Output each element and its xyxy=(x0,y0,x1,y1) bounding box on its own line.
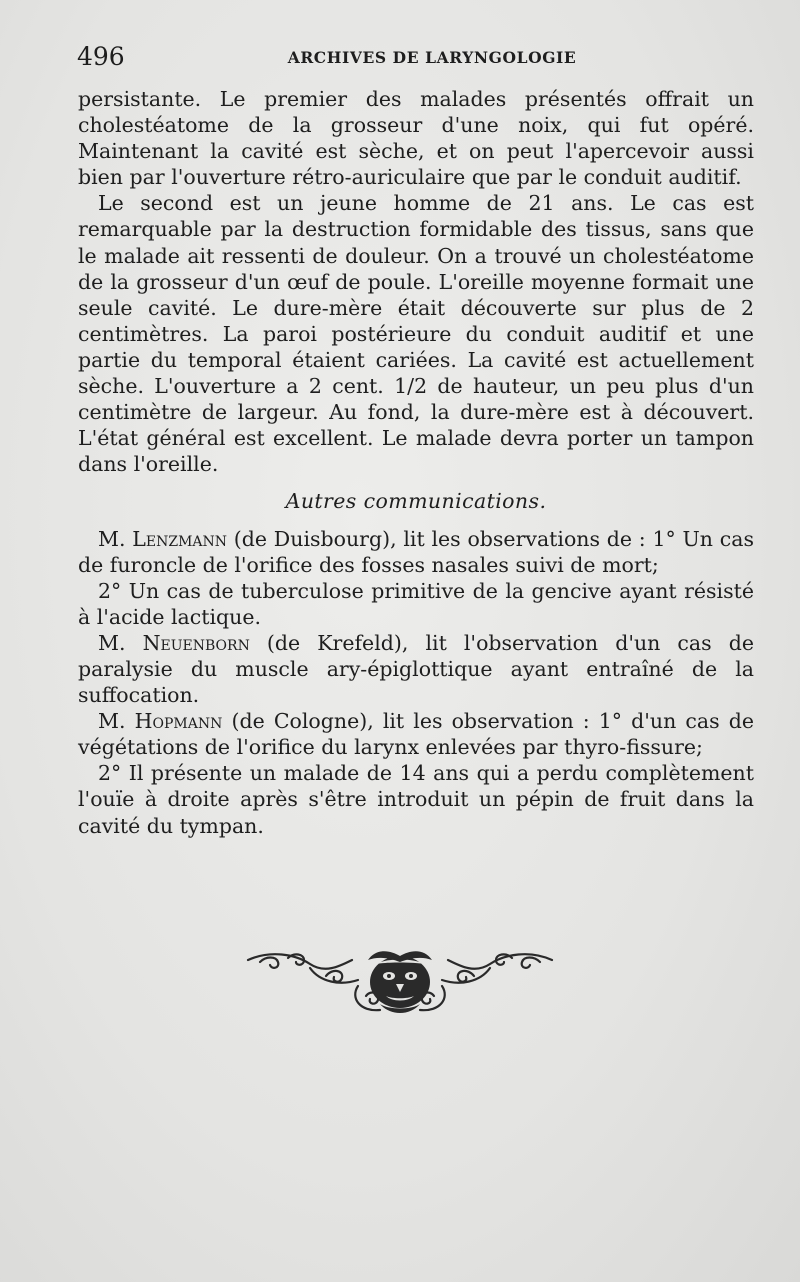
scroll-ornament-icon xyxy=(240,946,560,1020)
body-text xyxy=(78,86,754,839)
paragraph-second-case: Le second est un jeune homme de 21 ans. Le cas est remarquable par la destruction formidable des tissus, sans que le malade ait ressenti de douleur. On a trouvé un cholestéatome de la grosseur d'un œuf de poule. L'oreille moyenne formait une seule cavité. Le dure-mère était découverte sur plus de 2 centimètres. La paroi postérieure du conduit auditif et une partie du temporal étaient cariées. La cavité est actuellement sèche. L'ouverture a 2 cent. 1/2 de hauteur, un peu plus d'un centimètre de largeur. Au fond, la dure-mère est à découvert. L'état général est excellent. Le malade devra porter un tampon dans l'oreille. xyxy=(78,191,754,477)
communication-text: (de Krefeld), lit l'observation d'un cas de paralysie du muscle ary-épiglottique ayant entraîné de la suffocation. xyxy=(78,630,754,708)
paragraph-continuation: persistante. Le premier des malades présentés offrait un cholestéatome de la grosseur d'une noix, qui fut opéré. Maintenant la cavité est sèche, et on peut l'apercevoir aussi bien par l'ouverture rétro-auriculaire que par le conduit auditif. xyxy=(78,87,754,190)
communication-prefix: M. xyxy=(98,630,143,655)
author-name: Neuenborn xyxy=(142,630,250,655)
section-title: Autres communications. xyxy=(285,489,547,514)
communication-prefix: M. xyxy=(98,709,135,734)
communication-hopmann-second: 2° Il présente un malade de 14 ans qui a perdu complètement l'ouïe à droite après s'être introduit un pépin de fruit dans la cavité du tympan. xyxy=(78,761,754,838)
communication-neuenborn xyxy=(78,630,754,708)
author-name: Hopmann xyxy=(134,709,223,734)
communication-lenzmann-second: 2° Un cas de tuberculose primitive de la gencive ayant résisté à l'acide lactique. xyxy=(78,578,754,629)
page-number: 496 xyxy=(77,42,125,71)
communication-text: (de Duisbourg), lit les observations de : 1° Un cas de furoncle de l'orifice des fosses nasales suivi de mort; xyxy=(78,526,754,577)
communication-hopmann xyxy=(78,708,754,760)
communication-lenzmann xyxy=(78,526,754,578)
page-header xyxy=(77,42,757,72)
communication-text: (de Cologne), lit les observation : 1° d'un cas de végétations de l'orifice du larynx enlevées par thyro-fissure; xyxy=(78,709,754,760)
communication-prefix: M. xyxy=(98,526,133,551)
running-head: ARCHIVES DE LARYNGOLOGIE xyxy=(287,48,577,67)
author-name: Lenzmann xyxy=(132,526,228,551)
